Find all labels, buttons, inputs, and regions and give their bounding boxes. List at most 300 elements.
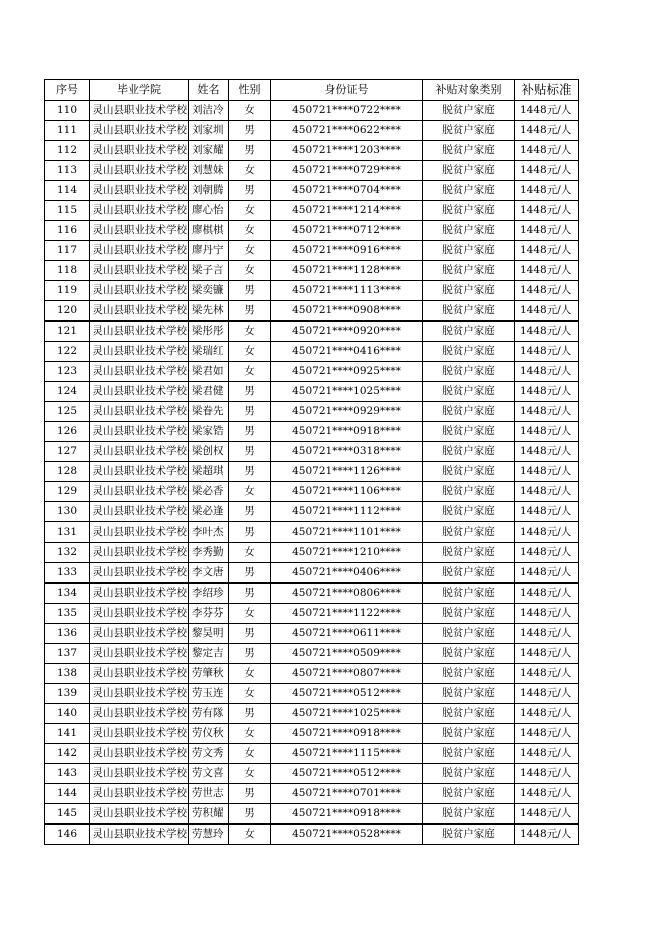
cell-gender: 男	[229, 583, 271, 604]
header-standard: 补贴标准	[515, 80, 579, 101]
cell-standard: 1448元/人	[515, 683, 579, 703]
cell-school	[90, 442, 189, 462]
cell-school	[90, 180, 189, 200]
cell-gender: 男	[229, 462, 271, 482]
cell-school-text: 灵山县职业技术学校	[92, 325, 187, 338]
cell-gender: 男	[229, 382, 271, 402]
cell-category: 脱贫户家庭	[423, 200, 515, 220]
cell-id-number: 450721****0916****	[271, 240, 423, 260]
cell-name: 刘慧妹	[189, 160, 229, 180]
cell-school-text: 灵山县职业技术学校	[92, 243, 187, 256]
cell-category: 脱贫户家庭	[423, 160, 515, 180]
cell-seq: 121	[45, 321, 90, 342]
cell-school	[90, 784, 189, 804]
cell-id-number: 450721****0611****	[271, 623, 423, 643]
cell-seq: 138	[45, 663, 90, 683]
cell-standard: 1448元/人	[515, 442, 579, 462]
cell-name: 梁必香	[189, 482, 229, 502]
header-gender: 性别	[229, 80, 271, 101]
cell-category: 脱贫户家庭	[423, 280, 515, 300]
table-row	[45, 120, 579, 140]
header-id: 身份证号	[271, 80, 423, 101]
cell-standard: 1448元/人	[515, 663, 579, 683]
cell-id-number: 450721****1128****	[271, 260, 423, 280]
cell-category: 脱贫户家庭	[423, 362, 515, 382]
cell-category: 脱贫户家庭	[423, 683, 515, 703]
cell-name: 李秀勤	[189, 542, 229, 562]
cell-standard: 1448元/人	[515, 723, 579, 743]
header-name: 姓名	[189, 80, 229, 101]
cell-standard: 1448元/人	[515, 120, 579, 140]
cell-gender: 女	[229, 100, 271, 120]
cell-standard: 1448元/人	[515, 342, 579, 362]
cell-id-number: 450721****1025****	[271, 703, 423, 723]
cell-school	[90, 220, 189, 240]
header-category: 补贴对象类别	[423, 80, 515, 101]
cell-id-number: 450721****0920****	[271, 321, 423, 342]
cell-gender: 男	[229, 180, 271, 200]
cell-standard: 1448元/人	[515, 260, 579, 280]
cell-standard: 1448元/人	[515, 280, 579, 300]
cell-id-number: 450721****0729****	[271, 160, 423, 180]
table-row	[45, 784, 579, 804]
cell-category: 脱贫户家庭	[423, 321, 515, 342]
cell-category: 脱贫户家庭	[423, 562, 515, 583]
header-school: 毕业学院	[90, 80, 189, 101]
table-row	[45, 703, 579, 723]
cell-standard: 1448元/人	[515, 562, 579, 583]
cell-school-text: 灵山县职业技术学校	[92, 143, 187, 156]
cell-category: 脱贫户家庭	[423, 140, 515, 160]
cell-category: 脱贫户家庭	[423, 120, 515, 140]
cell-school	[90, 422, 189, 442]
cell-school-text: 灵山县职业技术学校	[92, 263, 187, 276]
cell-school-text: 灵山县职业技术学校	[92, 767, 187, 780]
table-row	[45, 200, 579, 220]
cell-id-number: 450721****1101****	[271, 522, 423, 542]
table-row	[45, 342, 579, 362]
cell-name: 劳玉连	[189, 683, 229, 703]
cell-school-text: 灵山县职业技术学校	[92, 606, 187, 619]
cell-id-number: 450721****1115****	[271, 744, 423, 764]
cell-standard: 1448元/人	[515, 623, 579, 643]
cell-seq: 120	[45, 300, 90, 321]
cell-gender: 女	[229, 824, 271, 845]
cell-school	[90, 703, 189, 723]
cell-school	[90, 764, 189, 784]
cell-id-number: 450721****0806****	[271, 583, 423, 604]
cell-gender: 男	[229, 623, 271, 643]
cell-id-number: 450721****0722****	[271, 100, 423, 120]
cell-category: 脱贫户家庭	[423, 603, 515, 623]
cell-school	[90, 120, 189, 140]
cell-school-text: 灵山县职业技术学校	[92, 565, 187, 578]
table-row	[45, 683, 579, 703]
cell-category: 脱贫户家庭	[423, 522, 515, 542]
cell-name: 劳文秀	[189, 744, 229, 764]
table-row	[45, 362, 579, 382]
cell-seq: 113	[45, 160, 90, 180]
cell-standard: 1448元/人	[515, 824, 579, 845]
cell-seq: 111	[45, 120, 90, 140]
cell-standard: 1448元/人	[515, 200, 579, 220]
cell-gender: 女	[229, 220, 271, 240]
cell-name: 李叶杰	[189, 522, 229, 542]
cell-standard: 1448元/人	[515, 603, 579, 623]
cell-school	[90, 623, 189, 643]
cell-gender: 男	[229, 784, 271, 804]
cell-standard: 1448元/人	[515, 240, 579, 260]
table-row	[45, 180, 579, 200]
table-row	[45, 583, 579, 604]
cell-category: 脱贫户家庭	[423, 764, 515, 784]
cell-category: 脱贫户家庭	[423, 402, 515, 422]
cell-standard: 1448元/人	[515, 140, 579, 160]
cell-seq: 145	[45, 804, 90, 825]
cell-school-text: 灵山县职业技术学校	[92, 485, 187, 498]
cell-id-number: 450721****0918****	[271, 723, 423, 743]
cell-name: 劳文喜	[189, 764, 229, 784]
table-row	[45, 643, 579, 663]
cell-category: 脱贫户家庭	[423, 300, 515, 321]
table-row	[45, 442, 579, 462]
table-row	[45, 240, 579, 260]
cell-name: 梁君健	[189, 382, 229, 402]
cell-school	[90, 160, 189, 180]
cell-name: 梁先林	[189, 300, 229, 321]
table-row	[45, 603, 579, 623]
cell-seq: 137	[45, 643, 90, 663]
cell-gender: 男	[229, 280, 271, 300]
cell-seq: 142	[45, 744, 90, 764]
cell-name: 梁子言	[189, 260, 229, 280]
cell-school-text: 灵山县职业技术学校	[92, 545, 187, 558]
table-row	[45, 764, 579, 784]
table-row	[45, 402, 579, 422]
cell-school-text: 灵山县职业技术学校	[92, 223, 187, 236]
cell-school-text: 灵山县职业技术学校	[92, 626, 187, 639]
cell-name: 廖心怡	[189, 200, 229, 220]
cell-name: 梁君如	[189, 362, 229, 382]
cell-category: 脱贫户家庭	[423, 422, 515, 442]
cell-school-text: 灵山县职业技术学校	[92, 345, 187, 358]
cell-school-text: 灵山县职业技术学校	[92, 303, 187, 316]
cell-school-text: 灵山县职业技术学校	[92, 385, 187, 398]
cell-id-number: 450721****1203****	[271, 140, 423, 160]
cell-id-number: 450721****0528****	[271, 824, 423, 845]
cell-school	[90, 824, 189, 845]
cell-category: 脱贫户家庭	[423, 784, 515, 804]
cell-seq: 110	[45, 100, 90, 120]
cell-seq: 127	[45, 442, 90, 462]
cell-seq: 119	[45, 280, 90, 300]
cell-school	[90, 482, 189, 502]
cell-school	[90, 362, 189, 382]
header-seq: 序号	[45, 80, 90, 101]
cell-school-text: 灵山县职业技术学校	[92, 123, 187, 136]
cell-school	[90, 603, 189, 623]
cell-gender: 男	[229, 804, 271, 825]
cell-id-number: 450721****1210****	[271, 542, 423, 562]
cell-standard: 1448元/人	[515, 804, 579, 825]
cell-school-text: 灵山县职业技术学校	[92, 525, 187, 538]
cell-name: 刘家圳	[189, 120, 229, 140]
cell-gender: 女	[229, 683, 271, 703]
cell-school-text: 灵山县职业技术学校	[92, 183, 187, 196]
cell-gender: 女	[229, 362, 271, 382]
cell-id-number: 450721****0918****	[271, 804, 423, 825]
cell-id-number: 450721****1126****	[271, 462, 423, 482]
cell-school	[90, 744, 189, 764]
cell-school	[90, 663, 189, 683]
cell-id-number: 450721****1214****	[271, 200, 423, 220]
table-row	[45, 140, 579, 160]
table-row	[45, 482, 579, 502]
cell-id-number: 450721****1106****	[271, 482, 423, 502]
cell-name: 劳仪秋	[189, 723, 229, 743]
cell-seq: 124	[45, 382, 90, 402]
table-row	[45, 280, 579, 300]
cell-id-number: 450721****0416****	[271, 342, 423, 362]
cell-school	[90, 522, 189, 542]
cell-school	[90, 562, 189, 583]
cell-id-number: 450721****0509****	[271, 643, 423, 663]
cell-gender: 男	[229, 643, 271, 663]
table-row	[45, 502, 579, 522]
cell-school-text: 灵山县职业技术学校	[92, 203, 187, 216]
cell-id-number: 450721****0318****	[271, 442, 423, 462]
subsidy-table	[44, 79, 579, 845]
cell-category: 脱贫户家庭	[423, 240, 515, 260]
cell-name: 黎昊明	[189, 623, 229, 643]
cell-school	[90, 280, 189, 300]
cell-school-text: 灵山县职业技术学校	[92, 666, 187, 679]
cell-school	[90, 462, 189, 482]
cell-standard: 1448元/人	[515, 180, 579, 200]
cell-seq: 139	[45, 683, 90, 703]
table-row	[45, 220, 579, 240]
cell-gender: 女	[229, 744, 271, 764]
cell-category: 脱贫户家庭	[423, 804, 515, 825]
cell-name: 黎定吉	[189, 643, 229, 663]
cell-id-number: 450721****0807****	[271, 663, 423, 683]
cell-id-number: 450721****0925****	[271, 362, 423, 382]
cell-seq: 112	[45, 140, 90, 160]
cell-gender: 女	[229, 663, 271, 683]
cell-school	[90, 321, 189, 342]
cell-gender: 女	[229, 764, 271, 784]
table-row	[45, 804, 579, 825]
cell-gender: 男	[229, 522, 271, 542]
cell-seq: 143	[45, 764, 90, 784]
cell-gender: 男	[229, 120, 271, 140]
cell-school-text: 灵山县职业技术学校	[92, 706, 187, 719]
cell-seq: 125	[45, 402, 90, 422]
cell-name: 梁必逢	[189, 502, 229, 522]
cell-category: 脱贫户家庭	[423, 382, 515, 402]
cell-name: 刘朝腾	[189, 180, 229, 200]
cell-school-text: 灵山县职业技术学校	[92, 465, 187, 478]
cell-standard: 1448元/人	[515, 703, 579, 723]
table-row	[45, 522, 579, 542]
header-row	[45, 80, 579, 101]
cell-category: 脱贫户家庭	[423, 723, 515, 743]
cell-name: 梁瑞红	[189, 342, 229, 362]
cell-seq: 140	[45, 703, 90, 723]
cell-school-text: 灵山县职业技术学校	[92, 505, 187, 518]
cell-gender: 女	[229, 160, 271, 180]
cell-id-number: 450721****0929****	[271, 402, 423, 422]
cell-category: 脱贫户家庭	[423, 180, 515, 200]
cell-category: 脱贫户家庭	[423, 623, 515, 643]
cell-name: 梁彤彤	[189, 321, 229, 342]
table-row	[45, 300, 579, 321]
cell-standard: 1448元/人	[515, 643, 579, 663]
cell-school	[90, 260, 189, 280]
cell-id-number: 450721****1025****	[271, 382, 423, 402]
cell-seq: 116	[45, 220, 90, 240]
cell-standard: 1448元/人	[515, 382, 579, 402]
cell-school-text: 灵山县职业技术学校	[92, 103, 187, 116]
cell-school	[90, 542, 189, 562]
cell-id-number: 450721****0622****	[271, 120, 423, 140]
cell-gender: 女	[229, 482, 271, 502]
cell-name: 梁家锆	[189, 422, 229, 442]
cell-seq: 136	[45, 623, 90, 643]
cell-seq: 117	[45, 240, 90, 260]
cell-standard: 1448元/人	[515, 764, 579, 784]
cell-category: 脱贫户家庭	[423, 342, 515, 362]
cell-school	[90, 502, 189, 522]
cell-standard: 1448元/人	[515, 100, 579, 120]
cell-id-number: 450721****0908****	[271, 300, 423, 321]
table-row	[45, 321, 579, 342]
table-row	[45, 663, 579, 683]
cell-school	[90, 402, 189, 422]
cell-school-text: 灵山县职业技术学校	[92, 646, 187, 659]
cell-id-number: 450721****0512****	[271, 764, 423, 784]
cell-standard: 1448元/人	[515, 402, 579, 422]
cell-name: 廖丹宁	[189, 240, 229, 260]
table-row	[45, 422, 579, 442]
cell-gender: 男	[229, 442, 271, 462]
cell-standard: 1448元/人	[515, 422, 579, 442]
cell-standard: 1448元/人	[515, 220, 579, 240]
cell-school-text: 灵山县职业技术学校	[92, 686, 187, 699]
cell-school	[90, 300, 189, 321]
cell-name: 刘家耀	[189, 140, 229, 160]
cell-school-text: 灵山县职业技术学校	[92, 807, 187, 820]
cell-category: 脱贫户家庭	[423, 542, 515, 562]
cell-id-number: 450721****0712****	[271, 220, 423, 240]
cell-school-text: 灵山县职业技术学校	[92, 283, 187, 296]
cell-seq: 144	[45, 784, 90, 804]
cell-school	[90, 583, 189, 604]
cell-school-text: 灵山县职业技术学校	[92, 425, 187, 438]
table-row	[45, 723, 579, 743]
cell-gender: 男	[229, 402, 271, 422]
cell-school-text: 灵山县职业技术学校	[92, 726, 187, 739]
cell-gender: 男	[229, 562, 271, 583]
cell-gender: 女	[229, 342, 271, 362]
cell-school	[90, 140, 189, 160]
cell-seq: 118	[45, 260, 90, 280]
cell-standard: 1448元/人	[515, 362, 579, 382]
table-row	[45, 744, 579, 764]
cell-gender: 男	[229, 140, 271, 160]
cell-school-text: 灵山县职业技术学校	[92, 405, 187, 418]
cell-id-number: 450721****0704****	[271, 180, 423, 200]
cell-category: 脱贫户家庭	[423, 744, 515, 764]
cell-gender: 女	[229, 260, 271, 280]
table-row	[45, 160, 579, 180]
table-row	[45, 623, 579, 643]
table-row	[45, 824, 579, 845]
cell-seq: 129	[45, 482, 90, 502]
cell-standard: 1448元/人	[515, 583, 579, 604]
cell-seq: 115	[45, 200, 90, 220]
cell-gender: 男	[229, 502, 271, 522]
cell-category: 脱贫户家庭	[423, 220, 515, 240]
cell-category: 脱贫户家庭	[423, 462, 515, 482]
cell-gender: 女	[229, 542, 271, 562]
cell-id-number: 450721****0406****	[271, 562, 423, 583]
cell-name: 劳积耀	[189, 804, 229, 825]
cell-gender: 男	[229, 703, 271, 723]
cell-name: 劳世志	[189, 784, 229, 804]
cell-seq: 128	[45, 462, 90, 482]
cell-category: 脱贫户家庭	[423, 100, 515, 120]
cell-school	[90, 200, 189, 220]
cell-school	[90, 723, 189, 743]
cell-seq: 122	[45, 342, 90, 362]
cell-school	[90, 342, 189, 362]
cell-standard: 1448元/人	[515, 482, 579, 502]
cell-name: 刘洁冷	[189, 100, 229, 120]
cell-id-number: 450721****1122****	[271, 603, 423, 623]
cell-seq: 146	[45, 824, 90, 845]
cell-gender: 女	[229, 723, 271, 743]
cell-gender: 女	[229, 240, 271, 260]
cell-gender: 女	[229, 603, 271, 623]
cell-seq: 130	[45, 502, 90, 522]
cell-name: 劳肇秋	[189, 663, 229, 683]
cell-name: 李文唐	[189, 562, 229, 583]
table-row	[45, 562, 579, 583]
cell-school-text: 灵山县职业技术学校	[92, 365, 187, 378]
cell-category: 脱贫户家庭	[423, 502, 515, 522]
cell-category: 脱贫户家庭	[423, 482, 515, 502]
cell-name: 梁眷先	[189, 402, 229, 422]
cell-school-text: 灵山县职业技术学校	[92, 586, 187, 599]
cell-id-number: 450721****0701****	[271, 784, 423, 804]
cell-standard: 1448元/人	[515, 784, 579, 804]
cell-gender: 男	[229, 300, 271, 321]
cell-gender: 男	[229, 422, 271, 442]
cell-category: 脱贫户家庭	[423, 824, 515, 845]
cell-school	[90, 683, 189, 703]
cell-name: 梁超琪	[189, 462, 229, 482]
cell-name: 劳慧玲	[189, 824, 229, 845]
cell-seq: 126	[45, 422, 90, 442]
cell-school-text: 灵山县职业技术学校	[92, 445, 187, 458]
cell-standard: 1448元/人	[515, 300, 579, 321]
cell-gender: 女	[229, 200, 271, 220]
cell-school-text: 灵山县职业技术学校	[92, 163, 187, 176]
cell-standard: 1448元/人	[515, 462, 579, 482]
table-row	[45, 382, 579, 402]
cell-category: 脱贫户家庭	[423, 663, 515, 683]
